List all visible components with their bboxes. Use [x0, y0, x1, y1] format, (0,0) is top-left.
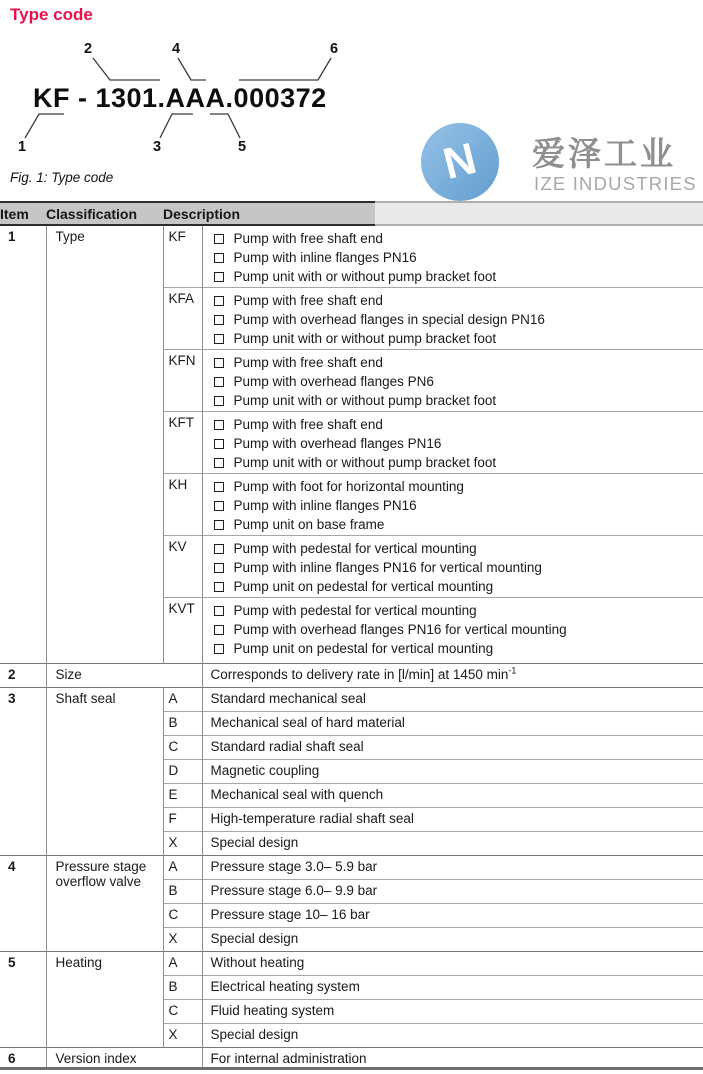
bullet-text: Pump unit with or without pump bracket foot: [233, 454, 497, 470]
classification: Pressure stage overflow valve: [46, 855, 163, 951]
option-description: Pressure stage 6.0– 9.9 bar: [202, 879, 703, 903]
callout-line-2: [93, 58, 160, 80]
bullet-line: [211, 515, 703, 534]
bullet-line: [211, 477, 703, 496]
option-description: Standard mechanical seal: [202, 687, 703, 711]
checkbox-bullet-icon: [214, 296, 224, 306]
checkbox-bullet-icon: [214, 439, 224, 449]
bullet-line: [211, 620, 703, 639]
watermark-logo: [375, 118, 703, 226]
bullet-line: [211, 434, 703, 453]
item-number: 2: [0, 663, 46, 687]
bullet-line: [211, 353, 703, 372]
column-header-description: Description: [163, 202, 703, 225]
option-description: Special design: [202, 927, 703, 951]
bullet-text: Pump with free shaft end: [233, 354, 383, 370]
bullet-line: [211, 229, 703, 248]
option-code: A: [163, 951, 202, 975]
callout-line-1: [25, 114, 64, 138]
option-description: [202, 663, 703, 687]
option-description: Without heating: [202, 951, 703, 975]
callout-line-3: [160, 114, 193, 138]
checkbox-bullet-icon: [214, 253, 224, 263]
bullet-text: Pump with free shaft end: [233, 231, 383, 246]
bullet-line: [211, 391, 703, 410]
table-row: [0, 687, 703, 711]
variant-code: KF: [163, 225, 202, 287]
bullet-text: Pump with free shaft end: [233, 416, 383, 432]
bullet-line: [211, 496, 703, 515]
classification: Size: [46, 663, 202, 687]
bullet-line: [211, 639, 703, 658]
variant-description: [202, 287, 703, 349]
checkbox-bullet-icon: [214, 234, 224, 244]
page-title: Type code: [10, 5, 93, 24]
checkbox-bullet-icon: [214, 272, 224, 282]
bullet-text: Pump with foot for horizontal mounting: [233, 478, 464, 494]
classification: Type: [46, 225, 163, 663]
variant-description: [202, 473, 703, 535]
bullet-line: [211, 453, 703, 472]
checkbox-bullet-icon: [214, 396, 224, 406]
option-code: C: [163, 903, 202, 927]
option-code: E: [163, 783, 202, 807]
bullet-text: Pump with overhead flanges PN16 for vertical mounting: [233, 621, 567, 637]
bullet-line: [211, 291, 703, 310]
option-description: Special design: [202, 831, 703, 855]
bullet-text: Pump with free shaft end: [233, 292, 383, 308]
option-code: B: [163, 711, 202, 735]
description-text: Corresponds to delivery rate in [l/min] at 1450 min: [210, 666, 509, 682]
column-header-item: Item: [0, 202, 46, 225]
checkbox-bullet-icon: [214, 644, 224, 654]
bullet-text: Pump unit on pedestal for vertical mounting: [233, 578, 494, 594]
option-code: X: [163, 831, 202, 855]
watermark-english-text: IZE INDUSTRIES: [534, 173, 697, 194]
option-code: X: [163, 1023, 202, 1047]
ize-logo-glyph-icon: N: [438, 133, 482, 190]
type-code-table: [0, 201, 703, 1070]
bullet-line: [211, 248, 703, 267]
option-description: Special design: [202, 1023, 703, 1047]
callout-label-5: 5: [237, 139, 247, 155]
bullet-line: [211, 558, 703, 577]
bullet-text: Pump with overhead flanges in special design PN16: [233, 311, 545, 327]
type-code-text: KF - 1301.AAA.000372: [33, 83, 327, 113]
classification: Heating: [46, 951, 163, 1047]
callout-label-6: 6: [329, 41, 339, 57]
checkbox-bullet-icon: [214, 520, 224, 530]
bullet-line: [211, 601, 703, 620]
checkbox-bullet-icon: [214, 625, 224, 635]
variant-code: KFT: [163, 411, 202, 473]
option-code: A: [163, 687, 202, 711]
checkbox-bullet-icon: [214, 482, 224, 492]
table-row: [0, 663, 703, 687]
checkbox-bullet-icon: [214, 334, 224, 344]
checkbox-bullet-icon: [214, 458, 224, 468]
option-code: C: [163, 999, 202, 1023]
item-number: 3: [0, 687, 46, 855]
bullet-line: [211, 415, 703, 434]
callout-line-6: [239, 58, 331, 80]
variant-description: [202, 349, 703, 411]
variant-code: KH: [163, 473, 202, 535]
watermark-chinese-text: 爱泽工业: [532, 135, 676, 172]
option-description: Mechanical seal with quench: [202, 783, 703, 807]
callout-line-4: [178, 58, 206, 80]
table-row: [0, 1047, 703, 1068]
checkbox-bullet-icon: [214, 377, 224, 387]
option-code: X: [163, 927, 202, 951]
table-row: [0, 951, 703, 975]
bullet-text: Pump with inline flanges PN16: [233, 497, 417, 513]
variant-code: KVT: [163, 597, 202, 663]
option-description: High-temperature radial shaft seal: [202, 807, 703, 831]
checkbox-bullet-icon: [214, 420, 224, 430]
variant-description: [202, 535, 703, 597]
option-description: Magnetic coupling: [202, 759, 703, 783]
bullet-line: [211, 329, 703, 348]
classification: Shaft seal: [46, 687, 163, 855]
option-code: D: [163, 759, 202, 783]
checkbox-bullet-icon: [214, 544, 224, 554]
table-row: [0, 225, 703, 287]
classification: Version index: [46, 1047, 202, 1068]
item-number: 5: [0, 951, 46, 1047]
variant-description: [202, 225, 703, 287]
bullet-text: Pump with overhead flanges PN16: [233, 435, 442, 451]
item-number: 1: [0, 225, 46, 663]
bullet-text: Pump unit with or without pump bracket foot: [233, 330, 497, 346]
variant-code: KFA: [163, 287, 202, 349]
checkbox-bullet-icon: [214, 358, 224, 368]
bullet-text: Pump unit with or without pump bracket foot: [233, 392, 497, 408]
checkbox-bullet-icon: [214, 501, 224, 511]
bullet-line: [211, 577, 703, 596]
option-description: Standard radial shaft seal: [202, 735, 703, 759]
option-code: B: [163, 879, 202, 903]
callout-label-1: 1: [17, 139, 27, 155]
option-code: A: [163, 855, 202, 879]
figure-caption: Fig. 1: Type code: [10, 170, 114, 185]
bullet-text: Pump with inline flanges PN16: [233, 250, 417, 265]
callout-label-3: 3: [152, 139, 162, 155]
bullet-text: Pump unit with or without pump bracket foot: [233, 269, 497, 284]
bullet-text: Pump with pedestal for vertical mounting: [233, 602, 477, 618]
bullet-line: [211, 267, 703, 286]
table-row: [0, 855, 703, 879]
option-description: For internal administration: [202, 1047, 703, 1068]
option-description: Pressure stage 3.0– 5.9 bar: [202, 855, 703, 879]
type-code-figure: [0, 30, 370, 170]
option-description: Mechanical seal of hard material: [202, 711, 703, 735]
option-code: B: [163, 975, 202, 999]
option-description: Pressure stage 10– 16 bar: [202, 903, 703, 927]
bullet-line: [211, 310, 703, 329]
bullet-text: Pump with pedestal for vertical mounting: [233, 540, 477, 556]
bullet-text: Pump with inline flanges PN16 for vertical mounting: [233, 559, 542, 575]
option-code: F: [163, 807, 202, 831]
bullet-text: Pump unit on pedestal for vertical mounting: [233, 640, 494, 656]
option-code: C: [163, 735, 202, 759]
ize-logo-circle-icon: [421, 123, 499, 201]
variant-description: [202, 411, 703, 473]
checkbox-bullet-icon: [214, 606, 224, 616]
item-number: 6: [0, 1047, 46, 1068]
variant-description: [202, 597, 703, 663]
checkbox-bullet-icon: [214, 582, 224, 592]
item-number: 4: [0, 855, 46, 951]
column-header-classification: Classification: [46, 202, 163, 225]
callout-label-2: 2: [83, 41, 93, 57]
variant-code: KV: [163, 535, 202, 597]
bullet-line: [211, 372, 703, 391]
callout-line-5: [210, 114, 240, 138]
checkbox-bullet-icon: [214, 315, 224, 325]
bullet-text: Pump unit on base frame: [233, 516, 385, 532]
option-description: Electrical heating system: [202, 975, 703, 999]
checkbox-bullet-icon: [214, 563, 224, 573]
callout-label-4: 4: [171, 41, 181, 57]
bullet-line: [211, 539, 703, 558]
bullet-text: Pump with overhead flanges PN6: [233, 373, 434, 389]
superscript-text: -1: [508, 665, 517, 675]
option-description: Fluid heating system: [202, 999, 703, 1023]
variant-code: KFN: [163, 349, 202, 411]
